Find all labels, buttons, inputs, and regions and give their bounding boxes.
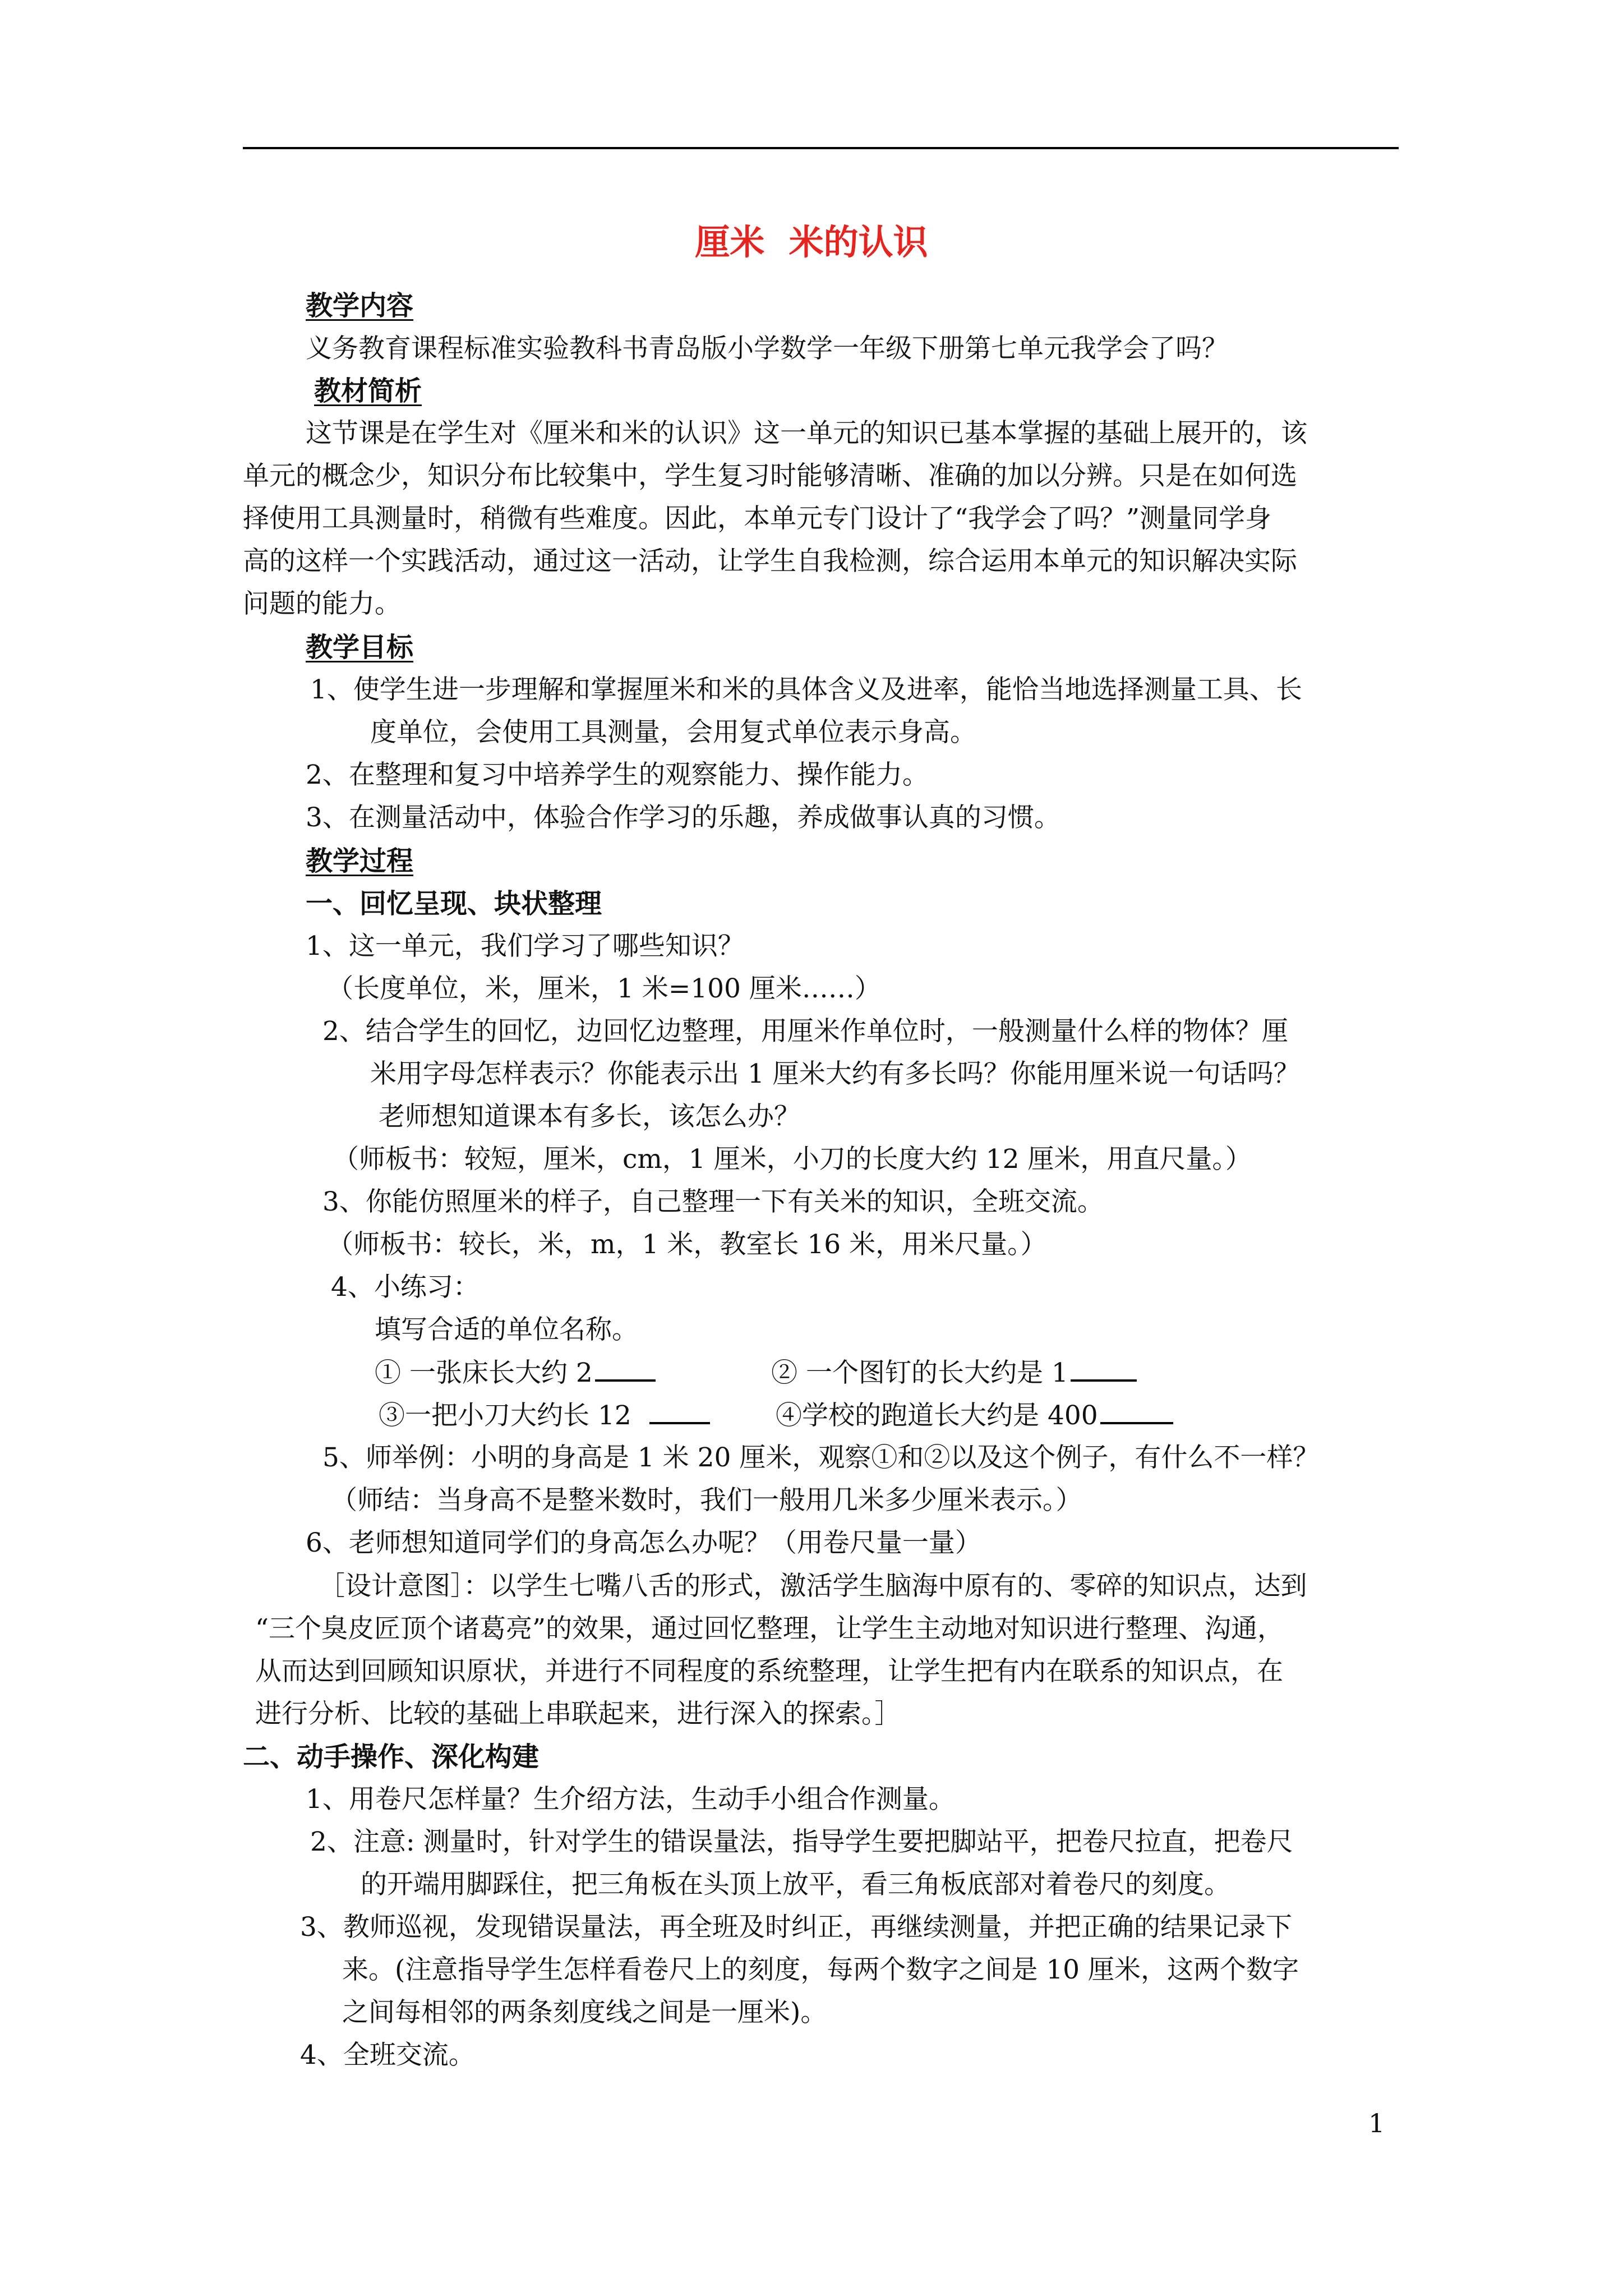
heading-material-analysis: 教材简析 [314,375,422,407]
answer-blank[interactable] [1071,1355,1137,1382]
exercise-text: ④学校的跑道长大约是 400 [776,1400,1098,1431]
heading-part1: 一、回忆呈现、块状整理 [306,888,602,919]
answer-blank[interactable] [595,1355,656,1382]
heading-teaching-content: 教学内容 [306,290,414,321]
exercise-item [379,1397,710,1434]
material-line: 这节课是在学生对《厘米和米的认识》这一单元的知识已基本掌握的基础上展开的，该 [306,418,1307,449]
page-number: 1 [1368,2108,1385,2138]
goal-line: 1、使学生进一步理解和掌握厘米和米的具体含义及进率，能恰当地选择测量工具、长 [310,674,1302,705]
exercise-text: ① 一张床长大约 2 [375,1358,593,1388]
process-line: 1、用卷尺怎样量？生介绍方法，生动手小组合作测量。 [306,1784,955,1815]
exercise-text: ② 一个图钉的长大约是 1 [771,1358,1068,1388]
process-line: 4、小练习： [331,1272,479,1303]
exercise-item [776,1397,1173,1434]
design-intent-line: “三个臭皮匠顶个诸葛亮”的效果，通过回忆整理，让学生主动地对知识进行整理、沟通， [255,1613,1284,1644]
process-line: 5、师举例：小明的身高是 1 米 20 厘米，观察①和②以及这个例子，有什么不一样？ [322,1442,1320,1473]
process-line: （师板书：较短，厘米，cm，1 厘米，小刀的长度大约 12 厘米，用直尺量。） [333,1144,1252,1175]
process-line: （师板书：较长，米，m，1 米，教室长 16 米，用米尺量。） [327,1229,1047,1260]
design-intent-line: 进行分析、比较的基础上串联起来，进行深入的探索。］ [255,1699,901,1729]
teaching-content-text: 义务教育课程标准实验教科书青岛版小学数学一年级下册第七单元我学会了吗？ [306,333,1228,364]
process-line: 之间每相邻的两条刻度线之间是一厘米)。 [342,1997,827,2028]
material-line: 问题的能力。 [243,588,401,619]
design-intent-line: 从而达到回顾知识原状，并进行不同程度的系统整理，让学生把有内在联系的知识点，在 [255,1656,1283,1687]
process-line: 填写合适的单位名称。 [375,1314,638,1345]
process-line: 3、教师巡视，发现错误量法，再全班及时纠正，再继续测量，并把正确的结果记录下 [300,1912,1292,1943]
exercise-text: ③一把小刀大约长 12 [379,1400,631,1431]
heading-teaching-goals: 教学目标 [306,632,414,663]
design-intent-line: ［设计意图］：以学生七嘴八舌的形式，激活学生脑海中原有的、零碎的知识点，达到 [319,1571,1307,1602]
process-line: 老师想知道课本有多长，该怎么办？ [379,1101,800,1132]
material-line: 单元的概念少，知识分布比较集中，学生复习时能够清晰、准确的加以分辨。只是在如何选 [243,461,1297,491]
process-line: 2、结合学生的回忆，边回忆边整理，用厘米作单位时，一般测量什么样的物体？厘 [322,1016,1288,1047]
process-line: （长度单位，米，厘米，1 米=100 厘米……） [327,973,881,1004]
process-line: 3、你能仿照厘米的样子，自己整理一下有关米的知识，全班交流。 [322,1186,1104,1217]
goal-line: 度单位，会使用工具测量，会用复式单位表示身高。 [370,717,976,748]
process-line: 的开端用脚踩住，把三角板在头顶上放平，看三角板底部对着卷尺的刻度。 [361,1869,1230,1900]
answer-blank[interactable] [649,1397,710,1424]
process-line: 来。(注意指导学生怎样看卷尺上的刻度，每两个数字之间是 10 厘米，这两个数字 [342,1954,1299,1985]
exercise-item [375,1355,656,1391]
goal-line: 2、在整理和复习中培养学生的观察能力、操作能力。 [306,760,929,790]
process-line: （师结：当身高不是整米数时，我们一般用几米多少厘米表示。） [331,1485,1082,1516]
page-title: 厘米 米的认识 [695,222,928,263]
header-rule [243,147,1399,149]
exercise-item [771,1355,1137,1391]
process-line: 1、这一单元，我们学习了哪些知识？ [306,931,744,961]
answer-blank[interactable] [1100,1397,1173,1424]
process-line: 2、注意: 测量时，针对学生的错误量法，指导学生要把脚站平，把卷尺拉直，把卷尺 [310,1826,1293,1857]
goal-line: 3、在测量活动中，体验合作学习的乐趣，养成做事认真的习惯。 [306,802,1061,833]
heading-teaching-process: 教学过程 [306,845,414,877]
heading-part2: 二、动手操作、深化构建 [243,1741,540,1773]
process-line: 米用字母怎样表示？你能表示出 1 厘米大约有多长吗？你能用厘米说一句话吗？ [370,1059,1300,1089]
process-line: 4、全班交流。 [300,2040,475,2070]
material-line: 高的这样一个实践活动，通过这一活动，让学生自我检测，综合运用本单元的知识解决实际 [243,546,1297,577]
material-line: 择使用工具测量时，稍微有些难度。因此，本单元专门设计了“我学会了吗？”测量同学身 [243,503,1272,534]
process-line: 6、老师想知道同学们的身高怎么办呢？（用卷尺量一量） [306,1527,981,1558]
